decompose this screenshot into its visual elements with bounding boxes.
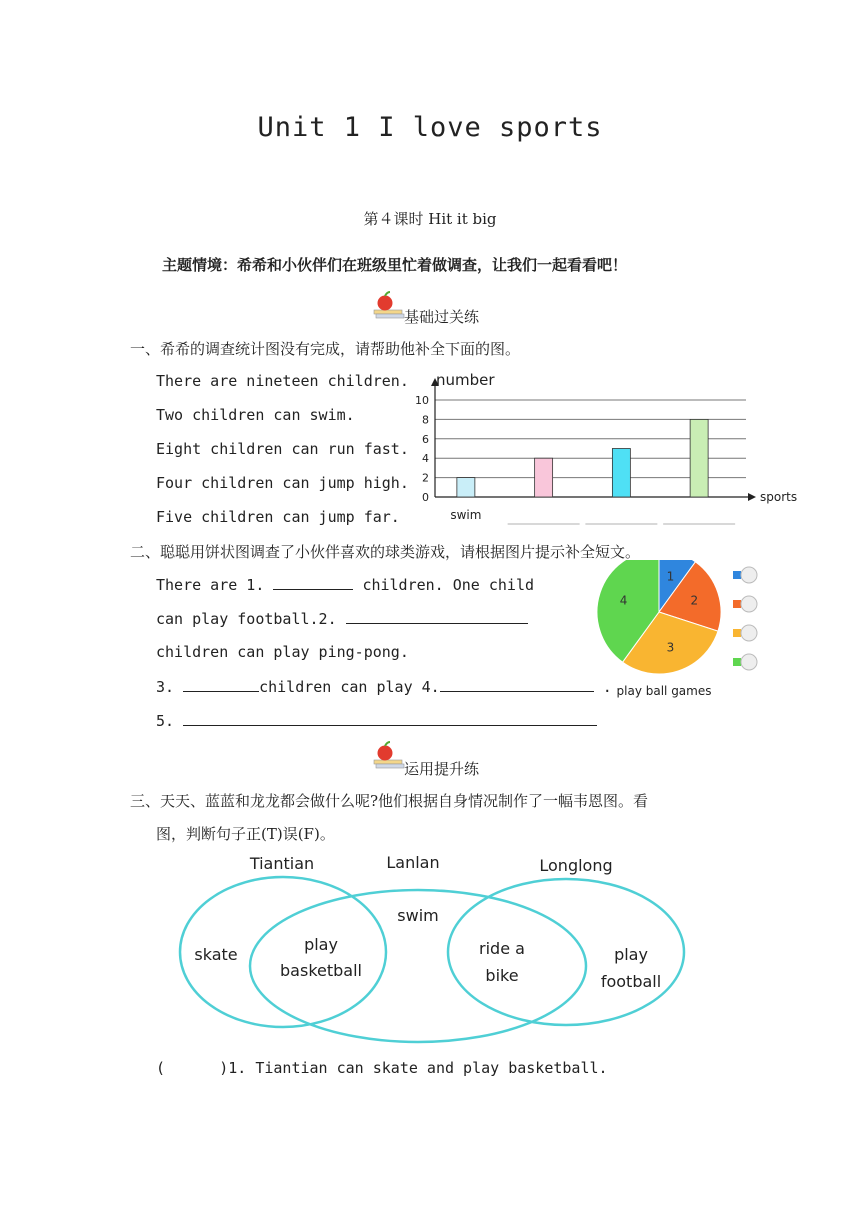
q2-line-5-start: 5. (156, 712, 175, 730)
q2-line-3: children can play ping-pong. (156, 643, 409, 661)
q2-line-2 (156, 609, 528, 628)
y-tick-label: 2 (422, 471, 429, 485)
q2-line-5 (156, 711, 597, 730)
legend-swatch (733, 571, 741, 579)
q1-line-2: Two children can swim. (156, 406, 355, 424)
bar-chart (400, 368, 810, 534)
q2-line-4 (156, 677, 612, 696)
pie-chart-title: play ball games (616, 684, 712, 698)
y-axis-label: number (436, 371, 495, 389)
venn-name-lanlan: Lanlan (386, 853, 440, 872)
answer-blank-4[interactable] (440, 677, 594, 692)
answer-blank-1[interactable] (273, 575, 353, 590)
q1-line-3: Eight children can run fast. (156, 440, 409, 458)
venn-play-2: play (614, 945, 648, 964)
q2-line-1-end: children. One child (362, 576, 535, 594)
pie-slice-label: 4 (619, 593, 628, 608)
q2-heading: 二、聪聪用饼状图调查了小伙伴喜欢的球类游戏，请根据图片提示补全短文。 (130, 543, 641, 561)
venn-skate: skate (194, 945, 238, 964)
q2-line-1-start: There are 1. (156, 576, 265, 594)
venn-play-1: play (304, 935, 338, 954)
y-tick-label: 8 (422, 413, 429, 427)
bar (690, 419, 708, 497)
q2-line-4-start: 3. (156, 678, 175, 696)
section-advanced-label: 运用提升练 (404, 760, 480, 778)
venn-name-tiantian: Tiantian (249, 854, 315, 873)
q1-heading: 一、希希的调查统计图没有完成，请帮助他补全下面的图。 (130, 340, 521, 358)
q2-line-2-start: can play football.2. (156, 610, 337, 628)
legend-swatch (733, 629, 741, 637)
ping-pong-icon (741, 596, 757, 612)
q3-heading: 三、天天、蓝蓝和龙龙都会做什么呢?他们根据自身情况制作了一幅韦恩图。看 (130, 792, 649, 810)
bar (535, 458, 553, 497)
venn-football: football (600, 972, 662, 991)
x-axis-label: sports (760, 490, 798, 504)
y-tick-label: 10 (415, 394, 429, 407)
football-icon (741, 567, 757, 583)
venn-swim: swim (397, 906, 439, 925)
section-basic-label: 基础过关练 (404, 308, 480, 326)
page-title: Unit 1 I love sports (257, 112, 603, 143)
apple-books-icon (372, 290, 406, 326)
y-tick-label: 4 (422, 452, 429, 466)
q3-item-1: ( )1. Tiantian can skate and play basketball. (156, 1059, 608, 1077)
venn-ride-a: ride a (479, 939, 525, 958)
q2-line-4-mid: children can play 4. (259, 678, 440, 696)
y-tick-label: 6 (422, 432, 429, 446)
answer-blank-2[interactable] (346, 609, 528, 624)
apple-books-icon (372, 740, 406, 776)
venn-name-longlong: Longlong (539, 856, 613, 875)
x-category-label: swim (450, 508, 482, 522)
answer-blank-5[interactable] (183, 711, 597, 726)
lesson-subtitle: 第４课时 Hit it big (363, 210, 497, 228)
pie-chart (590, 560, 780, 705)
basketball-icon (741, 625, 757, 641)
pie-slice-label: 2 (690, 593, 699, 608)
q2-line-4-end: . (602, 678, 612, 696)
pie-slice-label: 3 (666, 640, 675, 655)
legend-swatch (733, 600, 741, 608)
bar (612, 449, 630, 498)
theme-text: 主题情境：希希和小伙伴们在班级里忙着做调查，让我们一起看看吧！ (162, 256, 628, 274)
legend-swatch (733, 658, 741, 666)
answer-blank-3[interactable] (183, 677, 259, 692)
pie-slice-label: 1 (666, 569, 675, 584)
venn-basketball: basketball (280, 961, 362, 980)
x-axis-arrow (748, 493, 756, 501)
q2-line-1 (156, 575, 534, 594)
venn-diagram (170, 848, 690, 1048)
bar (457, 478, 475, 497)
venn-bike: bike (485, 966, 519, 985)
volleyball-icon (741, 654, 757, 670)
q3-heading-2: 图，判断句子正(T)误(F)。 (156, 825, 335, 843)
q1-line-1: There are nineteen children. (156, 372, 409, 390)
y-tick-label: 0 (422, 491, 429, 504)
q1-line-5: Five children can jump far. (156, 508, 400, 526)
q1-line-4: Four children can jump high. (156, 474, 409, 492)
